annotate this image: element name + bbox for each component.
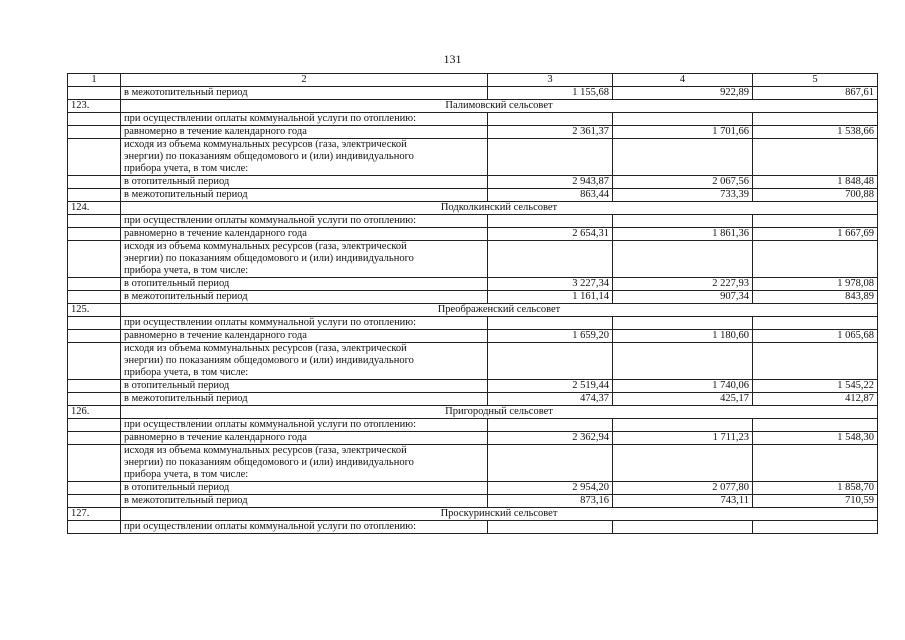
section-name: Палимовский сельсовет	[121, 100, 878, 113]
cell-value: 1 701,66	[613, 126, 753, 139]
row-label: при осуществлении оплаты коммунальной услуги по отоплению:	[121, 317, 488, 330]
section-header-row	[68, 202, 878, 215]
cell-value: 2 954,20	[488, 482, 613, 495]
table-row	[68, 380, 878, 393]
header-col-3: 3	[488, 74, 613, 87]
cell-value: 1 155,68	[488, 87, 613, 100]
header-col-5: 5	[753, 74, 878, 87]
row-label: в межотопительный период	[121, 291, 488, 304]
section-name: Преображенский сельсовет	[121, 304, 878, 317]
cell-value: 2 067,56	[613, 176, 753, 189]
table-row	[68, 445, 878, 482]
table-row	[68, 521, 878, 534]
cell-value: 1 659,20	[488, 330, 613, 343]
cell-value: 1 161,14	[488, 291, 613, 304]
cell-value: 2 654,31	[488, 228, 613, 241]
row-label: в отопительный период	[121, 176, 488, 189]
cell-value: 700,88	[753, 189, 878, 202]
row-label: в межотопительный период	[121, 87, 488, 100]
cell-value: 2 943,87	[488, 176, 613, 189]
cell-value: 743,11	[613, 495, 753, 508]
cell-value: 3 227,34	[488, 278, 613, 291]
cell-value: 1 065,68	[753, 330, 878, 343]
cell-value: 1 667,69	[753, 228, 878, 241]
table-row	[68, 126, 878, 139]
table-row	[68, 113, 878, 126]
meter-line-2: энергии) по показаниям общедомового и (или) индивидуального	[124, 253, 414, 264]
table-row	[68, 176, 878, 189]
meter-line-3: прибора учета, в том числе:	[124, 469, 249, 480]
section-header-row	[68, 304, 878, 317]
row-label: равномерно в течение календарного года	[121, 432, 488, 445]
table-row	[68, 419, 878, 432]
cell-value: 1 538,66	[753, 126, 878, 139]
cell-value: 412,87	[753, 393, 878, 406]
row-label: равномерно в течение календарного года	[121, 228, 488, 241]
meter-line-1: исходя из объема коммунальных ресурсов (газа, электрической	[124, 445, 407, 456]
cell-value: 1 858,70	[753, 482, 878, 495]
cell-value: 873,16	[488, 495, 613, 508]
row-label: в отопительный период	[121, 380, 488, 393]
cell-value: 474,37	[488, 393, 613, 406]
row-label: в отопительный период	[121, 482, 488, 495]
table-row	[68, 495, 878, 508]
meter-line-1: исходя из объема коммунальных ресурсов (газа, электрической	[124, 139, 407, 150]
section-number: 127.	[68, 508, 121, 521]
meter-line-2: энергии) по показаниям общедомового и (или) индивидуального	[124, 355, 414, 366]
row-label	[121, 139, 488, 176]
row-label: равномерно в течение календарного года	[121, 126, 488, 139]
section-name: Проскуринский сельсовет	[121, 508, 878, 521]
meter-line-3: прибора учета, в том числе:	[124, 265, 249, 276]
cell-value: 733,39	[613, 189, 753, 202]
cell-value: 2 362,94	[488, 432, 613, 445]
table-row	[68, 215, 878, 228]
header-col-1: 1	[68, 74, 121, 87]
section-header-row	[68, 508, 878, 521]
meter-line-2: энергии) по показаниям общедомового и (или) индивидуального	[124, 151, 414, 162]
section-name: Подколкинский сельсовет	[121, 202, 878, 215]
cell-value: 710,59	[753, 495, 878, 508]
row-label: при осуществлении оплаты коммунальной услуги по отоплению:	[121, 419, 488, 432]
header-row	[68, 74, 878, 87]
table-row	[68, 343, 878, 380]
row-label	[121, 241, 488, 278]
cell-value: 1 180,60	[613, 330, 753, 343]
cell-value: 2 361,37	[488, 126, 613, 139]
row-label	[121, 445, 488, 482]
table-row	[68, 393, 878, 406]
cell-value: 843,89	[753, 291, 878, 304]
table-row	[68, 278, 878, 291]
section-header-row	[68, 100, 878, 113]
section-number: 126.	[68, 406, 121, 419]
row-label: в межотопительный период	[121, 495, 488, 508]
row-label: равномерно в течение календарного года	[121, 330, 488, 343]
cell-value: 1 548,30	[753, 432, 878, 445]
cell-value: 1 545,22	[753, 380, 878, 393]
row-label: при осуществлении оплаты коммунальной услуги по отоплению:	[121, 215, 488, 228]
table-row	[68, 87, 878, 100]
cell-value: 2 227,93	[613, 278, 753, 291]
row-label	[121, 343, 488, 380]
meter-line-1: исходя из объема коммунальных ресурсов (газа, электрической	[124, 343, 407, 354]
row-label: при осуществлении оплаты коммунальной услуги по отоплению:	[121, 521, 488, 534]
row-label: в межотопительный период	[121, 189, 488, 202]
row-label: в отопительный период	[121, 278, 488, 291]
meter-line-1: исходя из объема коммунальных ресурсов (газа, электрической	[124, 241, 407, 252]
cell-value: 2 519,44	[488, 380, 613, 393]
cell-value: 2 077,80	[613, 482, 753, 495]
tariff-table	[67, 73, 878, 534]
cell-value: 1 978,08	[753, 278, 878, 291]
meter-line-3: прибора учета, в том числе:	[124, 163, 249, 174]
cell-value: 867,61	[753, 87, 878, 100]
cell-value: 1 848,48	[753, 176, 878, 189]
cell-value: 1 711,23	[613, 432, 753, 445]
row-label: в межотопительный период	[121, 393, 488, 406]
section-header-row	[68, 406, 878, 419]
table-row	[68, 228, 878, 241]
page-number: 131	[443, 52, 462, 66]
row-label: при осуществлении оплаты коммунальной услуги по отоплению:	[121, 113, 488, 126]
cell-value: 425,17	[613, 393, 753, 406]
section-name: Пригородный сельсовет	[121, 406, 878, 419]
cell-value: 922,89	[613, 87, 753, 100]
table-row	[68, 291, 878, 304]
table-row	[68, 432, 878, 445]
cell-value: 1 861,36	[613, 228, 753, 241]
table-row	[68, 330, 878, 343]
cell-value: 1 740,06	[613, 380, 753, 393]
cell-value: 907,34	[613, 291, 753, 304]
table-row	[68, 482, 878, 495]
section-number: 124.	[68, 202, 121, 215]
table-row	[68, 139, 878, 176]
header-col-4: 4	[613, 74, 753, 87]
meter-line-3: прибора учета, в том числе:	[124, 367, 249, 378]
table-row	[68, 317, 878, 330]
table-row	[68, 189, 878, 202]
table-row	[68, 241, 878, 278]
section-number: 125.	[68, 304, 121, 317]
meter-line-2: энергии) по показаниям общедомового и (или) индивидуального	[124, 457, 414, 468]
header-col-2: 2	[121, 74, 488, 87]
cell-value: 863,44	[488, 189, 613, 202]
section-number: 123.	[68, 100, 121, 113]
